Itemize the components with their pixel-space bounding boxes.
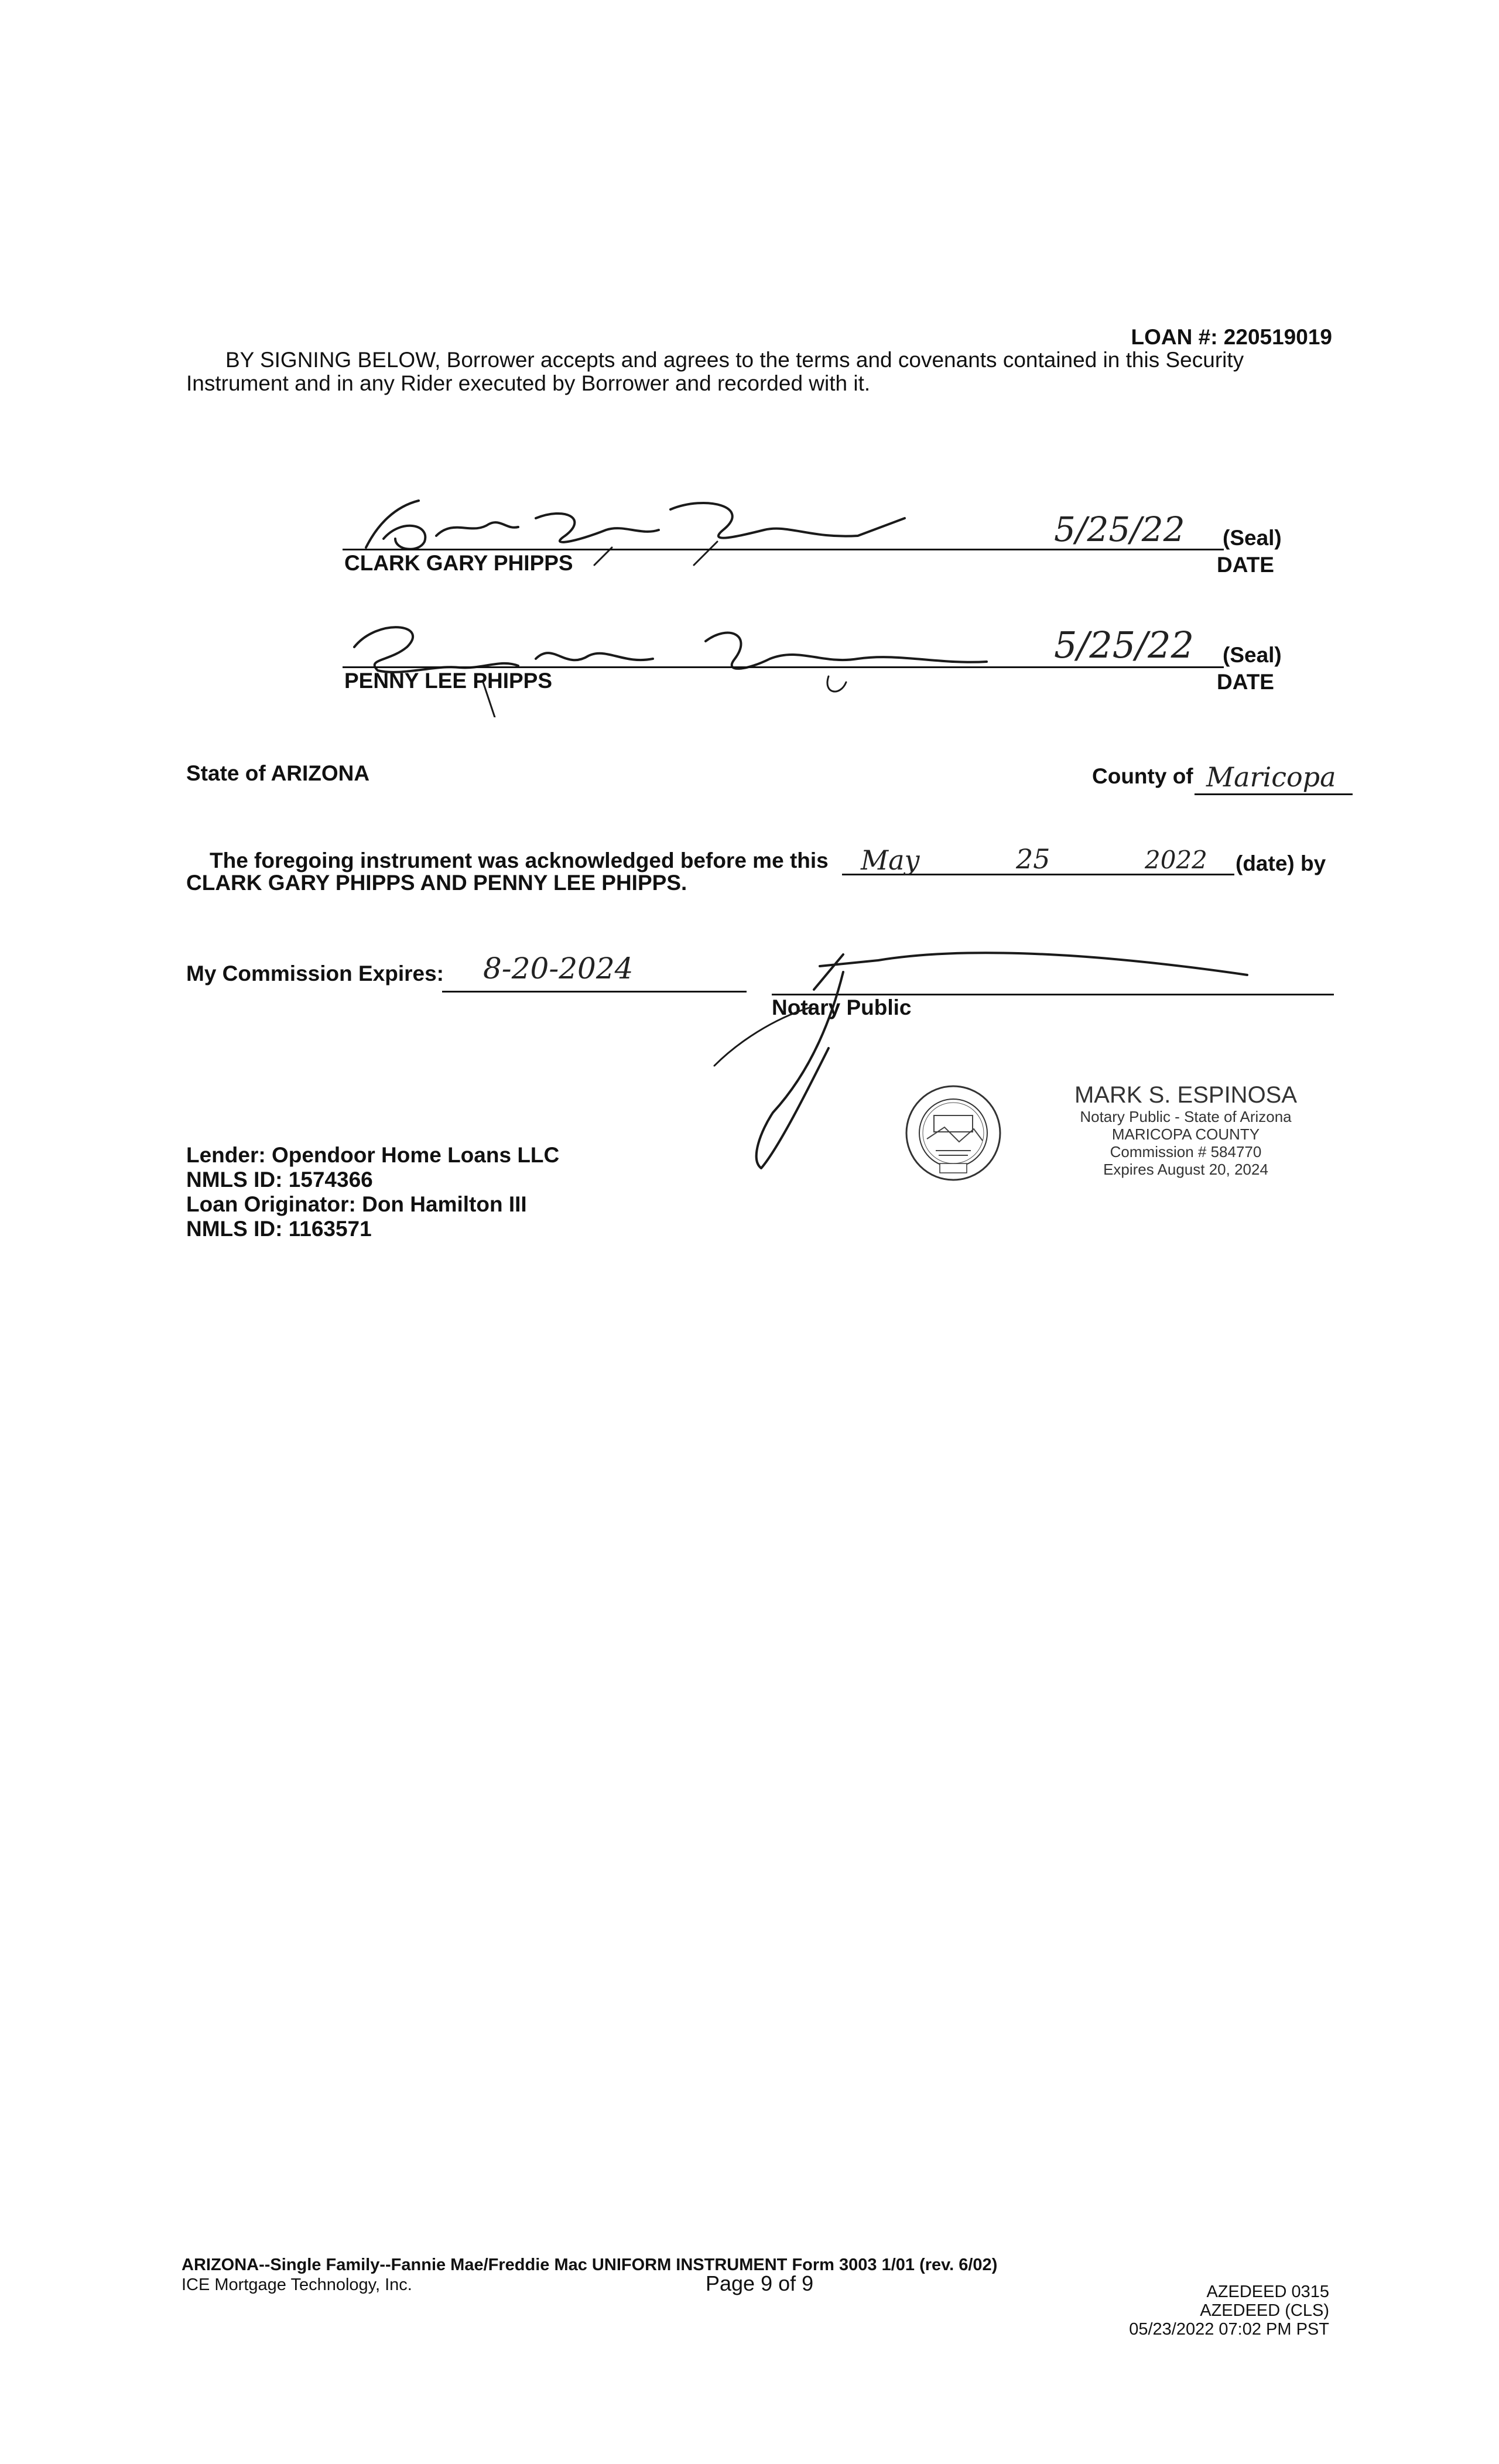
seal-label-2: (Seal) bbox=[1223, 643, 1282, 667]
borrower-date-1: 5/25/22 bbox=[1054, 509, 1185, 549]
lender-line3: Loan Originator: Don Hamilton III bbox=[186, 1192, 527, 1216]
loan-number: LOAN #: 220519019 bbox=[1131, 325, 1332, 349]
notary-stamp-line3: Commission # 584770 bbox=[1110, 1143, 1262, 1161]
footer-code1: AZEDEED 0315 bbox=[1206, 2282, 1329, 2301]
notary-stamp bbox=[1069, 1082, 1303, 1178]
borrower-name-1: CLARK GARY PHIPPS bbox=[344, 551, 573, 575]
county-line bbox=[1195, 793, 1353, 795]
intro-text-line2: Instrument and in any Rider executed by Borrower and recorded with it. bbox=[186, 371, 871, 395]
notary-stamp-line4: Expires August 20, 2024 bbox=[1103, 1161, 1268, 1178]
footer-page: Page 9 of 9 bbox=[706, 2271, 814, 2295]
notary-stamp-line2: MARICOPA COUNTY bbox=[1111, 1125, 1260, 1143]
ack-text: The foregoing instrument was acknowledged before me this bbox=[210, 848, 829, 872]
borrower-date-2: 5/25/22 bbox=[1054, 624, 1195, 666]
notary-label: Notary Public bbox=[772, 995, 912, 1019]
footer-timestamp: 05/23/2022 07:02 PM PST bbox=[1129, 2320, 1329, 2339]
notary-stamp-line1: Notary Public - State of Arizona bbox=[1080, 1108, 1292, 1125]
ack-names: CLARK GARY PHIPPS AND PENNY LEE PHIPPS. bbox=[186, 871, 687, 895]
commission-line bbox=[442, 991, 747, 993]
arizona-state-seal bbox=[903, 1083, 1003, 1183]
intro-text-line1: BY SIGNING BELOW, Borrower accepts and agrees to the terms and covenants contained in this Security bbox=[225, 348, 1244, 372]
signature-line-2 bbox=[343, 666, 1224, 668]
footer-form-title: ARIZONA--Single Family--Fannie Mae/Freddie Mac UNIFORM INSTRUMENT Form 3003 1/01 (rev. 6/02) bbox=[182, 2256, 998, 2274]
county-label: County of bbox=[1092, 764, 1193, 788]
footer-code2: AZEDEED (CLS) bbox=[1200, 2301, 1329, 2320]
lender-line4: NMLS ID: 1163571 bbox=[186, 1217, 372, 1241]
date-label-1: DATE bbox=[1217, 553, 1274, 577]
borrower-name-2: PENNY LEE PHIPPS bbox=[344, 669, 553, 693]
ack-day: 25 bbox=[1016, 843, 1050, 875]
ack-year: 2022 bbox=[1145, 846, 1207, 874]
commission-label: My Commission Expires: bbox=[186, 961, 444, 985]
signature-penny-lee-phipps bbox=[343, 600, 1045, 717]
notary-stamp-name: MARK S. ESPINOSA bbox=[1074, 1082, 1298, 1108]
state-label: State of ARIZONA bbox=[186, 761, 370, 785]
lender-line1: Lender: Opendoor Home Loans LLC bbox=[186, 1143, 560, 1167]
date-label-2: DATE bbox=[1217, 670, 1274, 694]
footer-vendor: ICE Mortgage Technology, Inc. bbox=[182, 2275, 412, 2294]
ack-date-suffix: (date) by bbox=[1236, 851, 1326, 875]
seal-label-1: (Seal) bbox=[1223, 526, 1282, 550]
lender-line2: NMLS ID: 1574366 bbox=[186, 1168, 373, 1192]
county-value: Maricopa bbox=[1206, 761, 1336, 793]
ack-month: May bbox=[861, 844, 920, 876]
commission-value: 8-20-2024 bbox=[483, 952, 634, 985]
